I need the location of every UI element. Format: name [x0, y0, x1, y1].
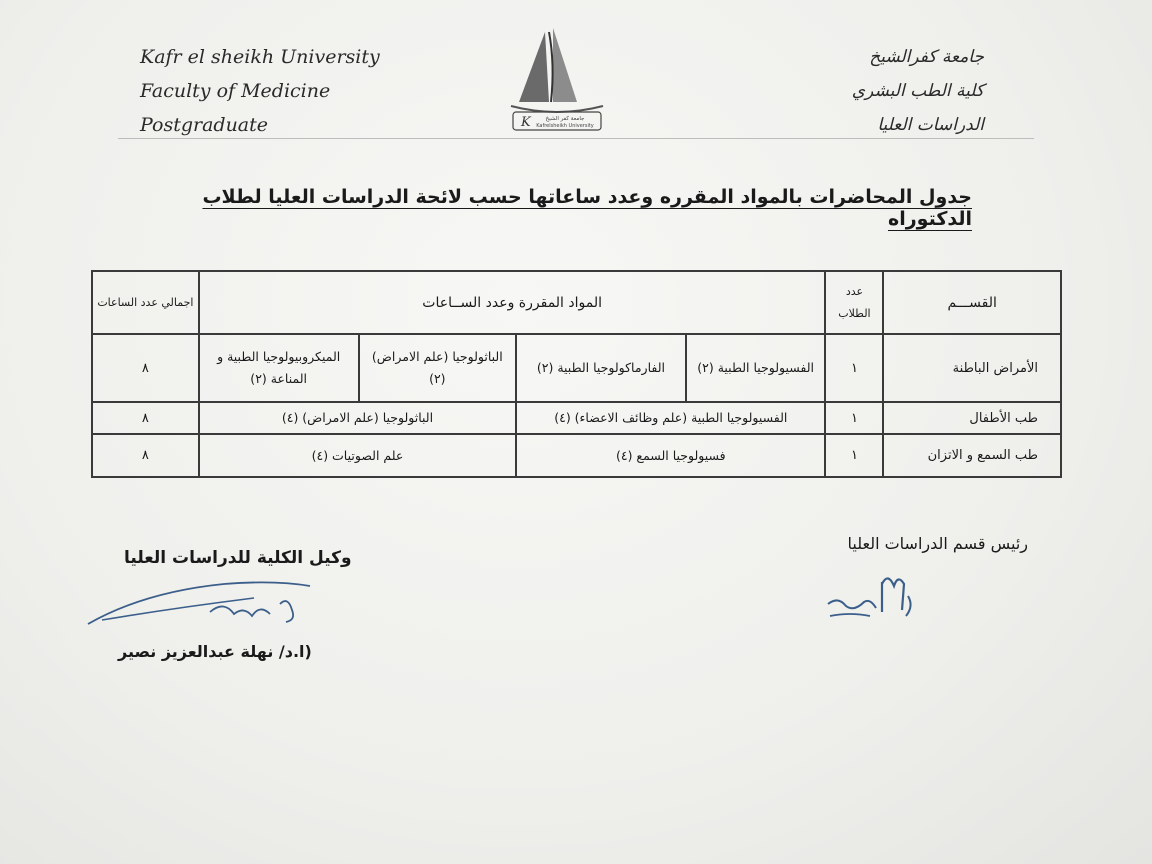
header-students: عدد الطلاب	[825, 271, 883, 334]
row-subject: الميكروبيولوجيا الطبية و المناعة (٢)	[199, 334, 359, 402]
row-subject: علم الصوتيات (٤)	[199, 434, 516, 477]
row-subject: الباثولوجيا (علم الامراض) (٤)	[199, 402, 516, 434]
logo-text-en: Kafrelsheikh University	[536, 123, 594, 129]
header-english	[140, 40, 380, 142]
schedule-table	[91, 270, 1062, 478]
university-name-en: Kafr el sheikh University	[140, 46, 380, 68]
table-row	[92, 334, 1061, 402]
header-total-hours: اجمالي عدد الساعات	[92, 271, 199, 334]
table-row	[92, 402, 1061, 434]
row-students: ١	[825, 334, 883, 402]
row-students: ١	[825, 402, 883, 434]
row-dept: الأمراض الباطنة	[883, 334, 1061, 402]
row-subject: الباثولوجيا (علم الامراض) (٢)	[359, 334, 517, 402]
department-name-en: Postgraduate	[140, 114, 269, 136]
row-subject: الفارماكولوجيا الطبية (٢)	[516, 334, 686, 402]
handwritten-signature-right	[810, 562, 930, 632]
row-dept: طب الأطفال	[883, 402, 1061, 434]
table-header-row	[92, 271, 1061, 334]
row-total: ٨	[92, 402, 199, 434]
row-total: ٨	[92, 334, 199, 402]
header-divider	[118, 138, 1034, 139]
header-subjects: المواد المقررة وعدد الســاعات	[199, 271, 826, 334]
signature-title-left: وكيل الكلية للدراسات العليا	[124, 548, 352, 568]
row-dept: طب السمع و الاتزان	[883, 434, 1061, 477]
university-logo	[505, 24, 609, 134]
row-subject: الفسيولوجيا الطبية (علم وظائف الاعضاء) (٤)	[516, 402, 825, 434]
table-row	[92, 434, 1061, 477]
svg-text:K: K	[521, 115, 531, 130]
faculty-name-ar: كلية الطب البشري	[851, 81, 984, 101]
faculty-name-en: Faculty of Medicine	[140, 80, 331, 102]
row-students: ١	[825, 434, 883, 477]
row-total: ٨	[92, 434, 199, 477]
logo-text-ar: جامعة كفر الشيخ	[545, 116, 585, 122]
document-title: جدول المحاضرات بالمواد المقرره وعدد ساعاتها حسب لائحة الدراسات العليا لطلاب الدكتوراه	[202, 186, 972, 230]
department-name-ar: الدراسات العليا	[877, 115, 984, 135]
signature-title-right: رئيس قسم الدراسات العليا	[847, 534, 1028, 553]
header-dept: القســـم	[883, 271, 1061, 334]
row-subject: الفسيولوجيا الطبية (٢)	[686, 334, 826, 402]
row-subject: فسيولوجيا السمع (٤)	[516, 434, 825, 477]
header-arabic	[852, 40, 984, 142]
signatory-name: (ا.د/ نهلة عبدالعزيز نصير	[118, 642, 312, 661]
handwritten-signature-left	[84, 576, 314, 636]
university-name-ar: جامعة كفرالشيخ	[869, 47, 984, 67]
